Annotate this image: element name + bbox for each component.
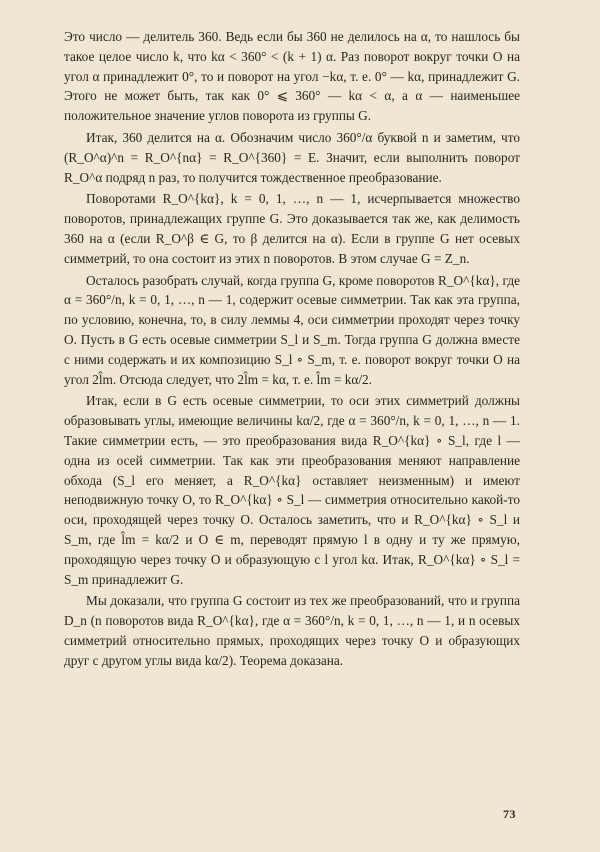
page-body (64, 27, 520, 671)
paragraph-2: Итак, 360 делится на α. Обозначим число 360°/α буквой n и заметим, что (R_O^α)^n = R_O^{nα} = R_O^{360} = E. Значит, если выполнить поворот R_O^α подряд n раз, то получится тождественное преобразование. (64, 129, 520, 185)
paragraph-5: Итак, если в G есть осевые симметрии, то оси этих симметрий должны образовывать углы, имеющие величины kα/2, где α = 360°/n, k = 0, 1, …, n — 1. Такие симметрии есть, — это преобразования вида R_O^{kα} ∘ S_l, где l — одна из осей симметрии. Так как эти преобразования меняют направление обхода (S_l его меняет, а R_O^{kα} оставляет неизменным) и имеют неподвижную точку O, то R_O^{kα} ∘ S_l — симметрия относительно какой-то оси, проходящей через точку O. Осталось заметить, что и R_O^{kα} ∘ S_l и S_m, где l̂m = kα/2 и O ∈ m, переводят прямую l в одну и ту же прямую, проходящую через точку O и образующую с l угол kα. Итак, R_O^{kα} ∘ S_l = S_m принадлежит G. (64, 393, 520, 587)
paragraph-3: Поворотами R_O^{kα}, k = 0, 1, …, n — 1, исчерпывается множество поворотов, принадлежащих группе G. Это доказывается так же, как делимость 360 на α (если R_O^β ∈ G, то β делится на α). Если в группе G нет осевых симметрий, то она состоит из этих n поворотов. В этом случае G = Z_n. (64, 191, 520, 266)
paragraph-4: Осталось разобрать случай, когда группа G, кроме поворотов R_O^{kα}, где α = 360°/n, k = 0, 1, …, n — 1, содержит осевые симметрии. Так как эта группа, по условию, конечна, то, в силу леммы 4, оси симметрии проходят через точку O. Пусть в G есть осевые симметрии S_l и S_m. Тогда группа G должна вместе с ними содержать и их композицию S_l ∘ S_m, т. е. поворот вокруг точки O на угол 2l̂m. Отсюда следует, что 2l̂m = kα, т. е. l̂m = kα/2. (64, 272, 520, 387)
paragraph-1: Это число — делитель 360. Ведь если бы 360 не делилось на α, то нашлось бы такое целое число k, что kα < 360° < (k + 1) α. Раз поворот вокруг точки O на угол α принадлежит 0°, то и поворот на угол −kα, т. е. 0° — kα, принадлежит G. Этого не может быть, так как 0° ⩽ 360° — kα < α, а α — наименьшее положительное значение углов поворота из группы G. (64, 29, 520, 124)
page-number: 73 (503, 807, 516, 821)
paragraph-6: Мы доказали, что группа G состоит из тех же преобразований, что и группа D_n (n поворотов вида R_O^{kα}, где α = 360°/n, k = 0, 1, …, n — 1, и n осевых симметрий относительно прямых, проходящих через точку O и образующих друг с другом углы вида kα/2). Теорема доказана. (64, 593, 520, 668)
